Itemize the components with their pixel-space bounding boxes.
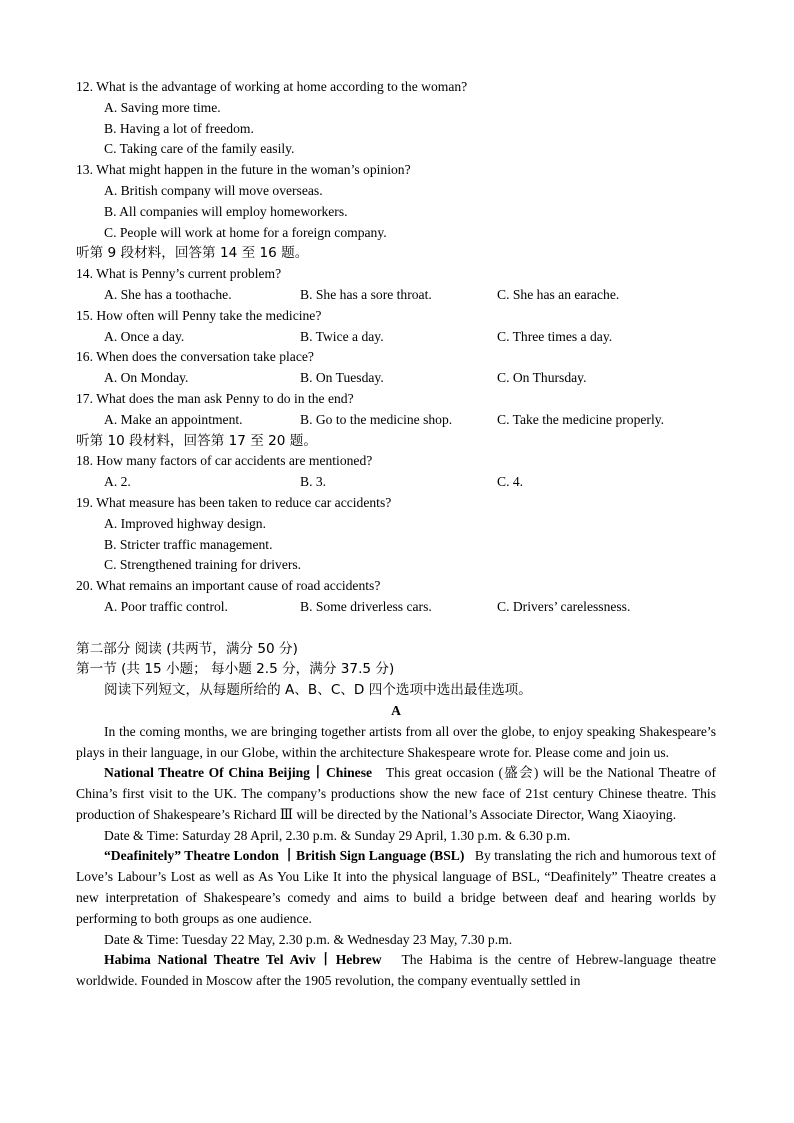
options-17 (76, 410, 716, 431)
option-20c: C. Drivers’ carelessness. (497, 598, 631, 614)
option-16c: C. On Thursday. (497, 370, 587, 386)
option-20a: A. Poor traffic control. (104, 598, 228, 614)
part-title: 第二部分 阅读 (共两节，满分 50 分) (76, 640, 298, 657)
option-19c: C. Strengthened training for drivers. (104, 557, 302, 573)
question-19: 19. What measure has been taken to reduce car accidents? (76, 494, 392, 510)
option-19a: A. Improved highway design. (104, 515, 266, 531)
entry-2-date: Date & Time: Tuesday 22 May, 2.30 p.m. & Wednesday 23 May, 7.30 p.m. (104, 931, 513, 947)
option-17b: B. Go to the medicine shop. (300, 411, 453, 427)
option-13c: C. People will work at home for a foreign company. (104, 224, 387, 240)
section-10-heading: 听第 10 段材料，回答第 17 至 20 题。 (76, 432, 317, 449)
entry-1-date: Date & Time: Saturday 28 April, 2.30 p.m. & Sunday 29 April, 1.30 p.m. & 6.30 p.m. (104, 827, 571, 843)
options-16 (76, 368, 716, 389)
option-18c: C. 4. (497, 474, 524, 490)
exam-page (76, 77, 716, 992)
options-20 (76, 597, 716, 618)
options-15 (76, 327, 716, 348)
option-18a: A. 2. (104, 474, 131, 490)
entry-deafinitely-theatre (76, 846, 716, 929)
instruction: 阅读下列短文，从每题所给的 A、B、C、D 四个选项中选出最佳选项。 (104, 682, 532, 699)
entry-1-title: National Theatre Of China Beijing丨Chinese (104, 765, 373, 781)
options-18 (76, 472, 716, 493)
question-16: 16. When does the conversation take place? (76, 349, 314, 365)
option-12a: A. Saving more time. (104, 99, 221, 115)
option-17c: C. Take the medicine properly. (497, 411, 665, 427)
option-13a: A. British company will move overseas. (104, 182, 323, 198)
entry-habima-theatre (76, 950, 716, 992)
question-20: 20. What remains an important cause of road accidents? (76, 578, 381, 594)
option-16b: B. On Tuesday. (300, 370, 384, 386)
option-18b: B. 3. (300, 474, 327, 490)
option-15c: C. Three times a day. (497, 328, 613, 344)
spacer (76, 618, 716, 639)
question-17: 17. What does the man ask Penny to do in the end? (76, 390, 354, 406)
passage-intro: In the coming months, we are bringing together artists from all over the globe, to enjoy speaking Shakespeare’s plays in their language, in our Globe, within the architecture Shakespeare wrote for. Please come and join us. (76, 723, 716, 760)
option-14a: A. She has a toothache. (104, 286, 232, 302)
question-14: 14. What is Penny’s current problem? (76, 266, 282, 282)
option-19b: B. Stricter traffic management. (104, 536, 273, 552)
option-15b: B. Twice a day. (300, 328, 384, 344)
entry-2-text: By translating the rich and humorous text of Love’s Labour’s Lost as well as As You Like It into the physical language of BSL, “Deafinitely” Theatre creates a new interpretation of Shakespeare’s comedy and aims to build a bridge between deaf and hearing worlds by performing to both groups as one audience. (76, 848, 716, 926)
entry-2-title: “Deafinitely” Theatre London 丨British Sign Language (BSL) (104, 848, 465, 864)
entry-1-text: This great occasion (盛会) will be the National Theatre of China’s first visit to the UK. The company’s productions show the new face of 21st century Chinese theatre. This production of Shakespeare’s Richard Ⅲ will be directed by the National’s Associate Director, Wang Xiaoying. (76, 765, 716, 822)
option-13b: B. All companies will employ homeworkers. (104, 203, 348, 219)
option-17a: A. Make an appointment. (104, 411, 243, 427)
question-12: 12. What is the advantage of working at home according to the woman? (76, 79, 468, 94)
passage-label: A (391, 702, 401, 718)
entry-3-text: The Habima is the centre of Hebrew-language theatre worldwide. Founded in Moscow after the 1905 revolution, the company eventually settled in (76, 952, 716, 989)
option-15a: A. Once a day. (104, 328, 185, 344)
option-14b: B. She has a sore throat. (300, 286, 432, 302)
option-12b: B. Having a lot of freedom. (104, 120, 254, 136)
question-15: 15. How often will Penny take the medicine? (76, 307, 322, 323)
options-14 (76, 285, 716, 306)
option-14c: C. She has an earache. (497, 286, 620, 302)
option-20b: B. Some driverless cars. (300, 598, 432, 614)
section-9-heading: 听第 9 段材料，回答第 14 至 16 题。 (76, 245, 309, 262)
question-18: 18. How many factors of car accidents are mentioned? (76, 453, 373, 469)
option-16a: A. On Monday. (104, 370, 189, 386)
option-12c: C. Taking care of the family easily. (104, 141, 295, 157)
section-title: 第一节 (共 15 小题； 每小题 2.5 分，满分 37.5 分) (76, 661, 395, 678)
question-13: 13. What might happen in the future in the woman’s opinion? (76, 162, 411, 178)
entry-3-title: Habima National Theatre Tel Aviv丨Hebrew (104, 952, 382, 968)
entry-national-theatre-china (76, 763, 716, 825)
